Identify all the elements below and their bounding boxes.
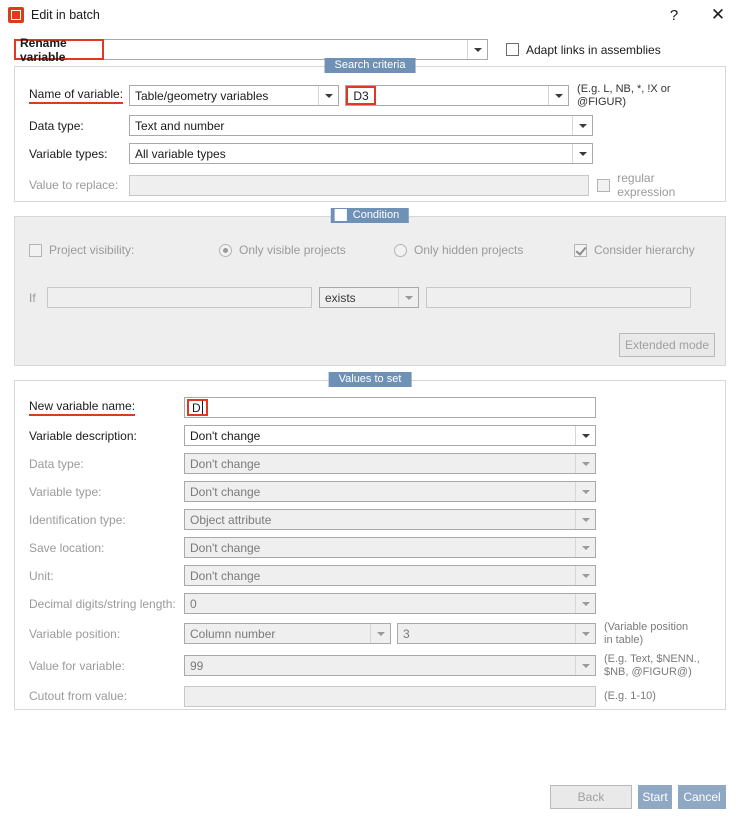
variable-name-value: D3	[353, 88, 369, 103]
radio-dot	[219, 244, 232, 257]
decimal-digits-row	[29, 593, 715, 614]
value-to-replace-label: Value to replace:	[29, 178, 119, 193]
chevron-down-icon[interactable]	[467, 40, 487, 59]
chevron-down-icon[interactable]	[575, 454, 595, 473]
save-location-label: Save location:	[29, 540, 105, 555]
variable-position-row	[29, 621, 715, 646]
checkbox-box	[29, 244, 42, 257]
new-variable-name-label: New variable name:	[29, 399, 135, 416]
chevron-down-icon[interactable]	[572, 144, 592, 163]
operand-field[interactable]	[426, 287, 691, 308]
variable-type-set-value: Don't change	[190, 484, 261, 499]
variable-name-combo[interactable]	[345, 85, 569, 106]
name-of-variable-label: Name of variable:	[29, 87, 123, 104]
operator-select[interactable]	[319, 287, 419, 308]
cutout-from-value-label: Cutout from value:	[29, 689, 128, 704]
data-type-row	[29, 115, 715, 136]
new-variable-name-input[interactable]	[184, 397, 596, 418]
chevron-down-icon[interactable]	[575, 594, 595, 613]
unit-select[interactable]	[184, 565, 596, 586]
back-button[interactable]: Back	[550, 785, 632, 809]
project-visibility-label: Project visibility:	[49, 243, 135, 257]
only-visible-label: Only visible projects	[239, 243, 346, 257]
radio-dot	[394, 244, 407, 257]
cutout-from-value-hint: (E.g. 1-10)	[604, 689, 656, 702]
if-label: If	[29, 290, 36, 305]
checkbox-box	[506, 43, 519, 56]
cancel-button[interactable]: Cancel	[678, 785, 726, 809]
variable-description-label: Variable description:	[29, 428, 137, 443]
project-visibility-row	[29, 243, 715, 257]
variable-types-row	[29, 143, 715, 164]
if-field[interactable]	[47, 287, 312, 308]
variable-position-number-value: 3	[403, 626, 410, 641]
value-for-variable-hint: (E.g. Text, $NENN., $NB, @FIGUR@)	[604, 653, 700, 678]
search-criteria-title: Search criteria	[325, 58, 416, 73]
variable-types-value: All variable types	[135, 146, 226, 161]
name-hint: (E.g. L, NB, *, !X or @FIGUR)	[577, 83, 671, 108]
chevron-down-icon[interactable]	[398, 288, 418, 307]
variable-types-select[interactable]	[129, 143, 593, 164]
value-for-variable-select[interactable]	[184, 655, 596, 676]
start-button[interactable]: Start	[638, 785, 672, 809]
value-to-replace-row	[29, 171, 715, 199]
regular-expression-label: regular expression	[617, 171, 676, 200]
mode-label: Rename variable	[14, 39, 104, 60]
variable-types-label: Variable types:	[29, 146, 108, 161]
data-type-set-select[interactable]	[184, 453, 596, 474]
unit-label: Unit:	[29, 568, 54, 583]
variable-name-highlight	[346, 86, 375, 105]
new-variable-name-row	[29, 397, 715, 418]
data-type-set-label: Data type:	[29, 456, 84, 471]
identification-type-row	[29, 509, 715, 530]
variable-description-value: Don't change	[190, 428, 261, 443]
if-row	[29, 287, 715, 308]
adapt-links-label: Adapt links in assemblies	[526, 42, 661, 57]
chevron-down-icon[interactable]	[318, 86, 338, 105]
chevron-down-icon[interactable]	[575, 426, 595, 445]
chevron-down-icon[interactable]	[575, 656, 595, 675]
variable-position-label: Variable position:	[29, 626, 121, 641]
decimal-digits-value: 0	[190, 596, 197, 611]
variable-position-mode-select[interactable]	[184, 623, 391, 644]
condition-title-bar[interactable]	[331, 208, 409, 223]
variable-scope-value: Table/geometry variables	[135, 88, 269, 103]
checkbox-box	[597, 179, 610, 192]
save-location-select[interactable]	[184, 537, 596, 558]
chevron-down-icon[interactable]	[575, 566, 595, 585]
chevron-down-icon[interactable]	[575, 538, 595, 557]
project-visibility-checkbox[interactable]	[29, 243, 219, 257]
condition-enable-checkbox[interactable]	[335, 209, 347, 221]
variable-type-set-row	[29, 481, 715, 502]
radio-only-visible-projects[interactable]	[219, 243, 394, 257]
app-icon	[8, 7, 24, 23]
value-for-variable-label: Value for variable:	[29, 658, 125, 673]
search-criteria-group	[14, 59, 726, 202]
data-type-value: Text and number	[135, 118, 225, 133]
decimal-digits-label: Decimal digits/string length:	[29, 596, 176, 611]
variable-type-set-select[interactable]	[184, 481, 596, 502]
data-type-set-row	[29, 453, 715, 474]
window-title: Edit in batch	[31, 8, 100, 22]
dialog-footer	[550, 785, 726, 809]
save-location-row	[29, 537, 715, 558]
chevron-down-icon[interactable]	[575, 482, 595, 501]
variable-type-set-label: Variable type:	[29, 484, 102, 499]
variable-position-hint: (Variable position in table)	[604, 621, 689, 646]
mode-select[interactable]	[104, 39, 488, 60]
operator-value: exists	[325, 290, 356, 305]
regular-expression-checkbox[interactable]	[597, 171, 715, 199]
values-to-set-title: Values to set	[329, 372, 412, 387]
values-to-set-group	[14, 373, 726, 710]
close-icon[interactable]: ✕	[710, 5, 726, 24]
variable-scope-select[interactable]	[129, 85, 339, 106]
condition-group	[14, 209, 726, 366]
chevron-down-icon[interactable]	[548, 86, 568, 105]
variable-position-mode-value: Column number	[190, 626, 276, 641]
variable-description-row	[29, 425, 715, 446]
new-variable-name-highlight	[187, 399, 208, 416]
radio-only-hidden-projects[interactable]	[394, 243, 574, 257]
value-for-variable-row	[29, 653, 715, 678]
data-type-label: Data type:	[29, 118, 84, 133]
new-variable-name-value: D	[192, 400, 201, 415]
checkbox-box	[574, 244, 587, 257]
identification-type-select[interactable]	[184, 509, 596, 530]
chevron-down-icon[interactable]	[575, 624, 595, 643]
value-to-replace-input[interactable]	[129, 175, 589, 196]
chevron-down-icon[interactable]	[572, 116, 592, 135]
variable-description-select[interactable]	[184, 425, 596, 446]
data-type-select[interactable]	[129, 115, 593, 136]
decimal-digits-select[interactable]	[184, 593, 596, 614]
cutout-from-value-input[interactable]	[184, 686, 596, 707]
chevron-down-icon[interactable]	[575, 510, 595, 529]
save-location-value: Don't change	[190, 540, 261, 555]
name-of-variable-row	[29, 83, 715, 108]
title-bar	[0, 0, 740, 31]
cutout-from-value-row	[29, 686, 715, 707]
help-button[interactable]: ?	[669, 6, 679, 24]
condition-title: Condition	[352, 209, 400, 221]
unit-value: Don't change	[190, 568, 261, 583]
identification-type-label: Identification type:	[29, 512, 126, 527]
consider-hierarchy-checkbox[interactable]	[574, 243, 695, 257]
data-type-set-value: Don't change	[190, 456, 261, 471]
variable-position-number-select[interactable]	[397, 623, 596, 644]
only-hidden-label: Only hidden projects	[414, 243, 524, 257]
value-for-variable-value: 99	[190, 658, 204, 673]
adapt-links-checkbox[interactable]	[506, 43, 661, 57]
identification-type-value: Object attribute	[190, 512, 272, 527]
consider-hierarchy-label: Consider hierarchy	[594, 243, 695, 257]
extended-mode-button[interactable]: Extended mode	[619, 333, 715, 357]
unit-row	[29, 565, 715, 586]
chevron-down-icon[interactable]	[370, 624, 390, 643]
